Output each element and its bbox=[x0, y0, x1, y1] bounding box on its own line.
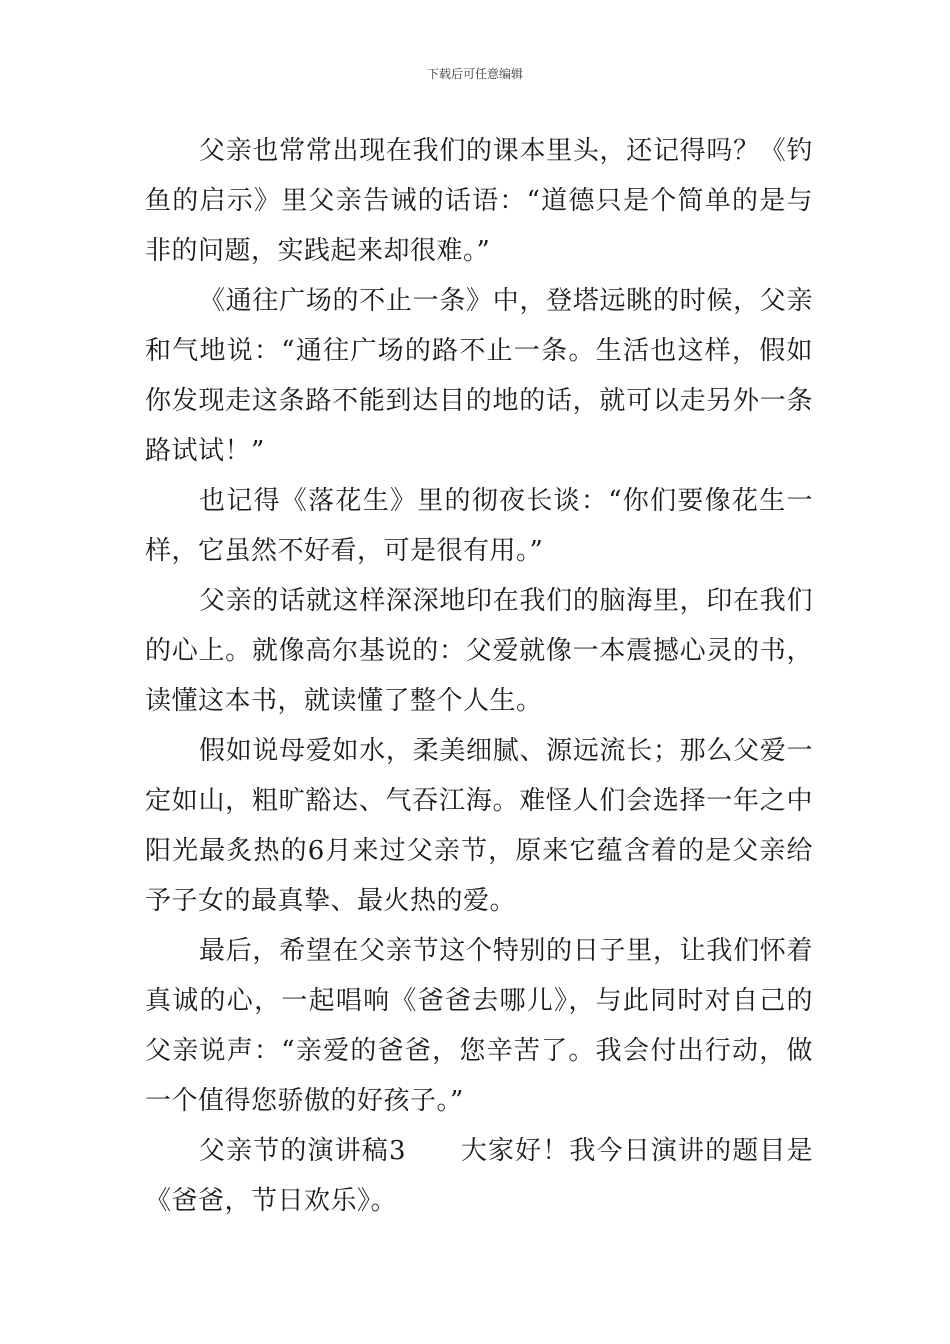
paragraph-4: 父亲的话就这样深深地印在我们的脑海里，印在我们的心上。就像高尔基说的：父爱就像一本震撼心灵的书，读懂这本书，就读懂了整个人生。 bbox=[145, 586, 813, 716]
paragraph-3: 也记得《落花生》里的彻夜长谈：“你们要像花生一样，它虽然不好看，可是很有用。” bbox=[145, 486, 813, 566]
paragraph-2: 《通往广场的不止一条》中，登塔远眺的时候，父亲和气地说：“通往广场的路不止一条。生活也这样，假如你发现走这条路不能到达目的地的话，就可以走另外一条路试试！” bbox=[145, 286, 813, 466]
paragraph-6: 最后，希望在父亲节这个特别的日子里，让我们怀着真诚的心，一起唱响《爸爸去哪儿》，与此同时对自己的父亲说声：“亲爱的爸爸，您辛苦了。我会付出行动，做一个值得您骄傲的好孩子。” bbox=[145, 936, 813, 1116]
document-body bbox=[145, 126, 813, 1226]
page-header: 下载后可任意编辑 bbox=[426, 67, 523, 81]
paragraph-1: 父亲也常常出现在我们的课本里头，还记得吗？《钓鱼的启示》里父亲告诫的话语：“道德只是个简单的是与非的问题，实践起来却很难。” bbox=[145, 136, 813, 266]
paragraph-7: 父亲节的演讲稿3 大家好！我今日演讲的题目是《爸爸，节日欢乐》。 bbox=[145, 1136, 813, 1216]
paragraph-5: 假如说母爱如水，柔美细腻、源远流长；那么父爱一定如山，粗旷豁达、气吞江海。难怪人们会选择一年之中阳光最炙热的6月来过父亲节，原来它蕴含着的是父亲给予子女的最真挚、最火热的爱。 bbox=[145, 736, 813, 916]
